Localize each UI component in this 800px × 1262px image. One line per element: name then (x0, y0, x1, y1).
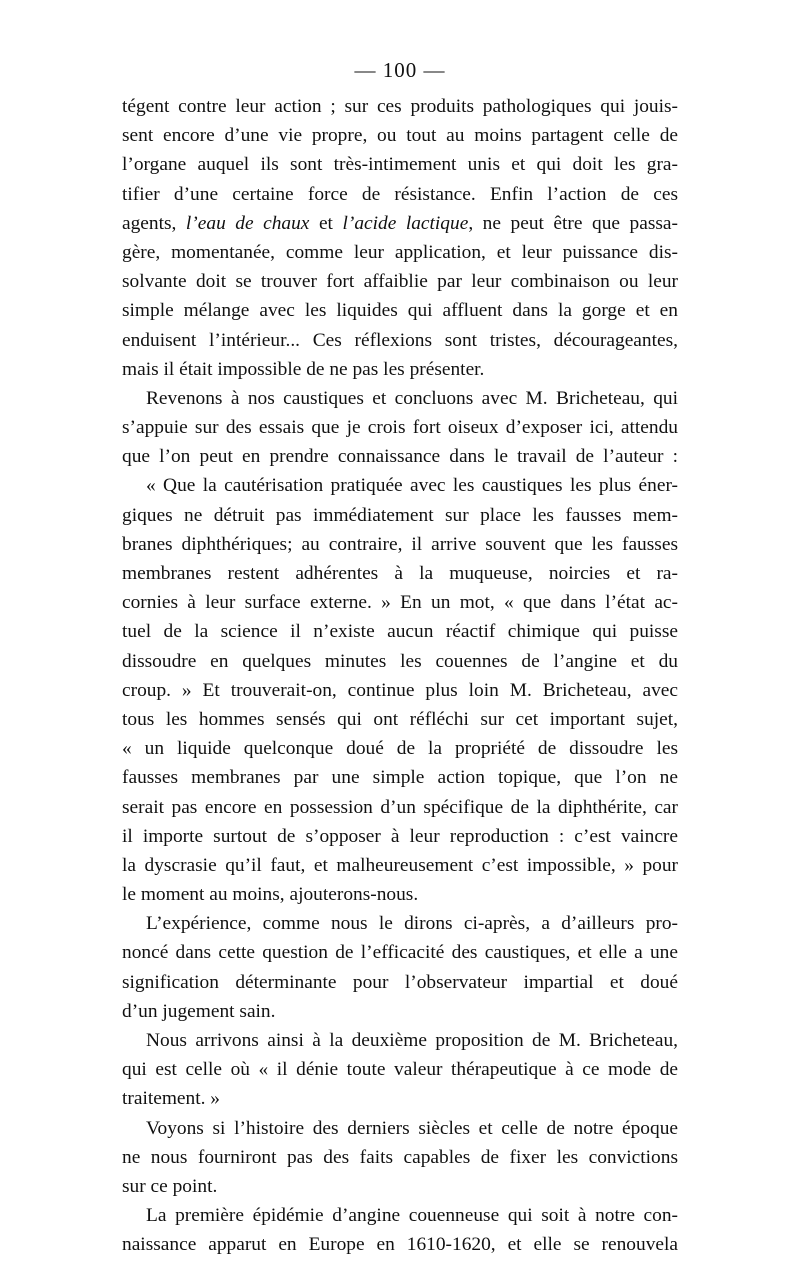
text-line (122, 442, 678, 471)
text-segment: Revenons à nos caustiques et concluons avec M. Bricheteau, qui (146, 387, 678, 409)
text-line (122, 559, 678, 588)
text-segment: noncé dans cette question de l’efficacité des caustiques, et elle a une (122, 942, 678, 964)
text-line (122, 647, 678, 676)
text-line (122, 92, 678, 121)
text-segment: gère, momentanée, comme leur application, et leur puissance dis- (122, 241, 678, 263)
text-segment: giques ne détruit pas immédiatement sur place les fausses mem- (122, 504, 678, 526)
text-segment: il importe surtout de s’opposer à leur reproduction : c’est vaincre (122, 825, 678, 847)
text-line (122, 1172, 678, 1201)
text-line (122, 238, 678, 267)
text-segment: l’organe auquel ils sont très-intimement unis et qui doit les gra- (122, 154, 678, 176)
text-line (122, 384, 678, 413)
text-line (122, 355, 678, 384)
text-segment: naissance apparut en Europe en 1610-1620, et elle se renouvela (122, 1234, 678, 1256)
text-segment: le moment au moins, ajouterons-nous. (122, 884, 419, 906)
text-line (122, 909, 678, 938)
text-segment: dissoudre en quelques minutes les couennes de l’angine et du (122, 650, 678, 672)
text-segment: s’appuie sur des essais que je crois fort oiseux d’exposer ici, attendu (122, 417, 678, 439)
text-segment: agents, (122, 212, 186, 234)
text-segment: croup. » Et trouverait-on, continue plus loin M. Bricheteau, avec (122, 679, 678, 701)
text-line (122, 822, 678, 851)
text-line (122, 617, 678, 646)
text-line (122, 296, 678, 325)
page-number: — 100 — (354, 58, 446, 82)
text-segment: fausses membranes par une simple action topique, que l’on ne (122, 767, 678, 789)
text-line (122, 1201, 678, 1230)
text-line (122, 180, 678, 209)
text-segment: et (309, 212, 343, 234)
text-segment: cornies à leur surface externe. » En un mot, « que dans l’état ac- (122, 592, 678, 614)
text-line (122, 326, 678, 355)
text-line (122, 209, 678, 238)
text-line (122, 734, 678, 763)
text-line (122, 150, 678, 179)
italic-term: l’eau de chaux (185, 212, 310, 234)
text-line (122, 880, 678, 909)
text-segment: la dyscrasie qu’il faut, et malheureusement c’est impossible, » pour (122, 854, 678, 876)
text-line (122, 1143, 678, 1172)
text-segment: d’un jugement sain. (122, 1000, 276, 1022)
text-segment: « Que la cautérisation pratiquée avec les caustiques les plus éner- (146, 475, 678, 497)
text-line (122, 676, 678, 705)
text-line (122, 1026, 678, 1055)
text-line (122, 471, 678, 500)
text-segment: , ne peut être que passa- (468, 212, 678, 234)
text-line (122, 1084, 678, 1113)
text-segment: L’expérience, comme nous le dirons ci-après, a d’ailleurs pro- (146, 913, 678, 935)
text-line (122, 705, 678, 734)
text-segment: sur ce point. (122, 1175, 218, 1197)
text-line (122, 1114, 678, 1143)
body-text (122, 92, 678, 1260)
text-segment: tuel de la science il n’existe aucun réactif chimique qui puisse (122, 621, 678, 643)
text-line (122, 851, 678, 880)
text-segment: La première épidémie d’angine couenneuse qui soit à notre con- (146, 1205, 678, 1227)
text-segment: signification déterminante pour l’observateur impartial et doué (122, 971, 678, 993)
text-segment: serait pas encore en possession d’un spécifique de la diphthérite, car (122, 796, 678, 818)
text-segment: « un liquide quelconque doué de la propriété de dissoudre les (122, 738, 678, 760)
text-segment: traitement. » (122, 1088, 220, 1110)
text-line (122, 588, 678, 617)
text-segment: tous les hommes sensés qui ont réfléchi sur cet important sujet, (122, 708, 678, 730)
text-line (122, 997, 678, 1026)
text-line (122, 1230, 678, 1259)
text-segment: Nous arrivons ainsi à la deuxième proposition de M. Bricheteau, (146, 1030, 678, 1051)
text-segment: qui est celle où « il dénie toute valeur thérapeutique à ce mode de (122, 1059, 678, 1081)
text-segment: enduisent l’intérieur... Ces réflexions sont tristes, décourageantes, (122, 329, 678, 351)
text-line (122, 501, 678, 530)
text-line (122, 968, 678, 997)
text-segment: branes diphthériques; au contraire, il arrive souvent que les fausses (122, 533, 678, 555)
text-segment: solvante doit se trouver fort affaiblie par leur combinaison ou leur (122, 271, 678, 293)
italic-term: l’acide lactique (342, 212, 469, 234)
text-line (122, 763, 678, 792)
text-segment: simple mélange avec les liquides qui affluent dans la gorge et en (122, 300, 678, 322)
text-segment: Voyons si l’histoire des derniers siècles et celle de notre époque (146, 1117, 678, 1139)
text-line (122, 413, 678, 442)
text-line (122, 267, 678, 296)
text-segment: membranes restent adhérentes à la muqueuse, noircies et ra- (122, 563, 678, 584)
text-line (122, 938, 678, 967)
text-line (122, 1055, 678, 1084)
text-segment: sent encore d’une vie propre, ou tout au moins partagent celle de (122, 125, 678, 147)
text-line (122, 530, 678, 559)
text-segment: tégent contre leur action ; sur ces produits pathologiques qui jouis- (122, 96, 678, 117)
text-line (122, 121, 678, 150)
text-line (122, 793, 678, 822)
text-segment: que l’on peut en prendre connaissance dans le travail de l’auteur : (122, 446, 678, 468)
text-segment: ne nous fourniront pas des faits capables de fixer les convictions (122, 1146, 678, 1168)
text-segment: tifier d’une certaine force de résistance. Enfin l’action de ces (122, 183, 678, 205)
text-segment: mais il était impossible de ne pas les présenter. (122, 358, 485, 380)
